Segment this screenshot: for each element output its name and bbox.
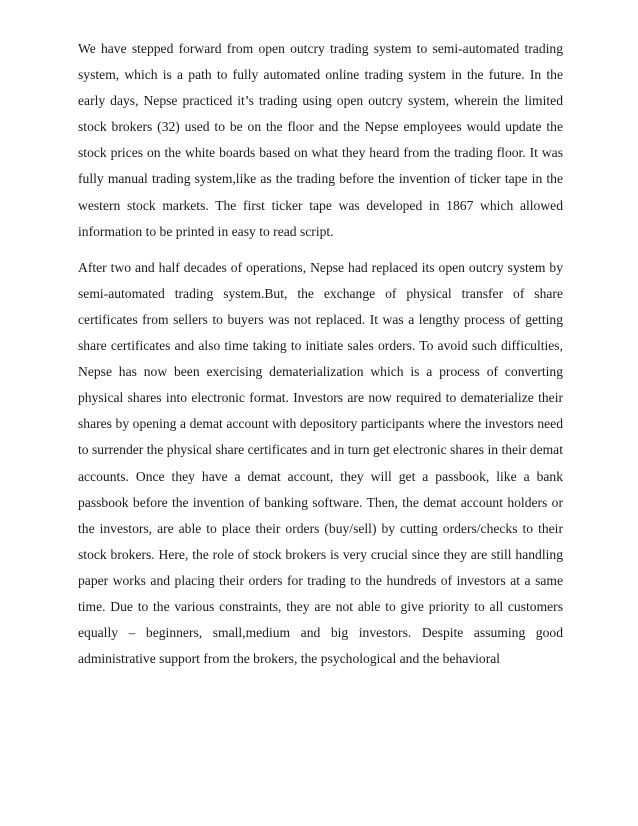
paragraph-1: We have stepped forward from open outcry trading system to semi-automated trading system, which is a path to fully automated online trading system in the future. In the early days, Nepse practiced it’s trading using open outcry system, wherein the limited stock brokers (32) used to be on the floor and the Nepse employees would update the stock prices on the white boards based on what they heard from the trading floor. It was fully manual trading system,like as the trading before the invention of ticker tape in the western stock markets. The first ticker tape was developed in 1867 which allowed information to be printed in easy to read script. xyxy=(78,41,563,239)
document-page xyxy=(78,36,563,682)
paragraph-2: After two and half decades of operations, Nepse had replaced its open outcry system by semi-automated trading system.But, the exchange of physical transfer of share certificates from sellers to buyers was not replaced. It was a lengthy process of getting share certificates and also time taking to initiate sales orders. To avoid such difficulties, Nepse has now been exercising dematerialization which is a process of converting physical shares into electronic format. Investors are now required to dematerialize their shares by opening a demat account with depository participants where the investors need to surrender the physical share certificates and in turn get electronic shares in their demat accounts. Once they have a demat account, they will get a passbook, like a bank passbook before the invention of banking software. Then, the demat account holders or the investors, are able to place their orders (buy/sell) by cutting orders/checks to their stock brokers. Here, the role of stock brokers is very crucial since they are still handling paper works and placing their orders for trading to the hundreds of investors at a same time. Due to the various constraints, they are not able to give priority to all customers equally – beginners, small,medium and big investors. Despite assuming good administrative support from the brokers, the psychological and the behavioral xyxy=(78,259,563,667)
